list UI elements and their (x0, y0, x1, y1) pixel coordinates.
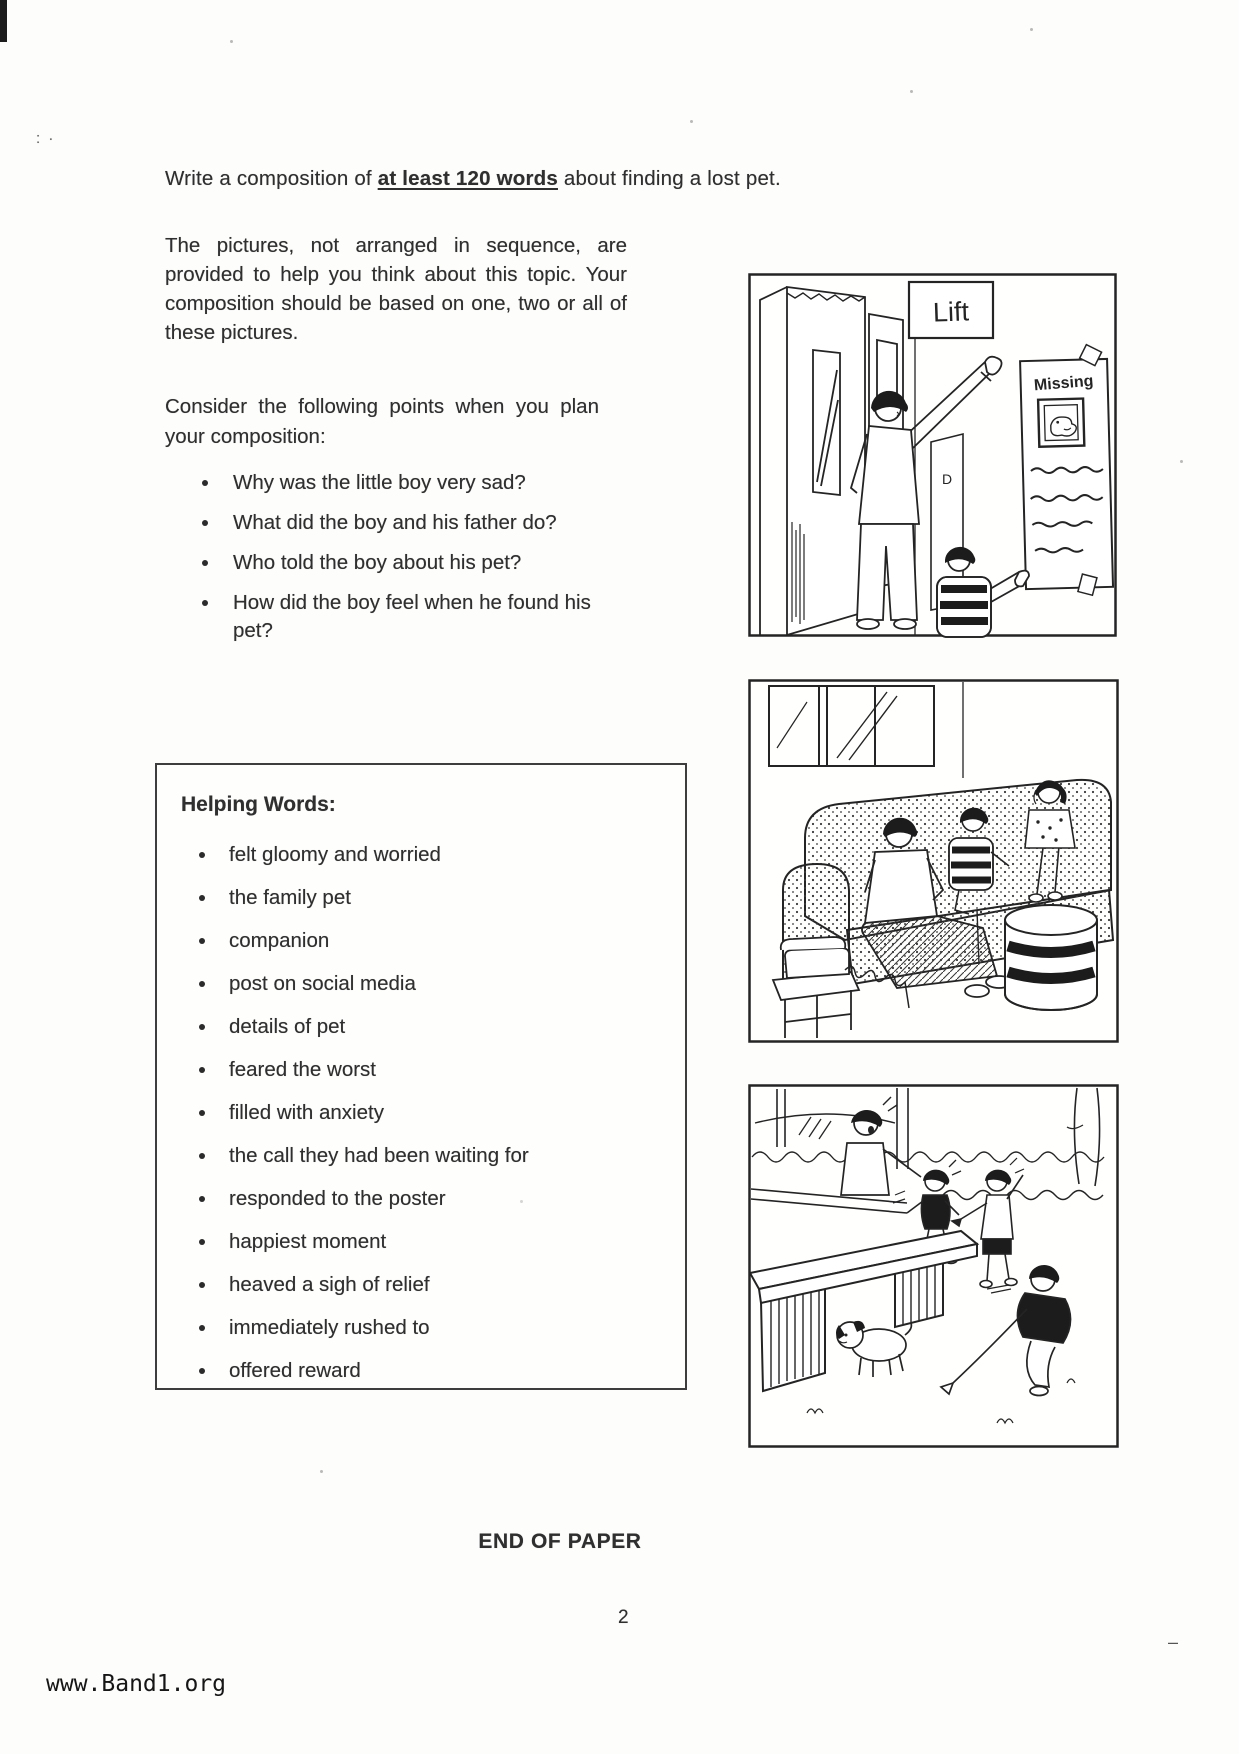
question-item: Who told the boy about his pet? (233, 549, 625, 577)
helping-words-box (155, 763, 687, 1390)
scan-stray-dash: – (1168, 1632, 1179, 1652)
scan-speck (1180, 460, 1183, 463)
prompt-word-count-requirement: at least 120 words (377, 167, 558, 190)
helping-word-item: the call they had been waiting for (229, 1142, 685, 1170)
missing-poster-title: Missing (1033, 372, 1095, 395)
helping-word-item: feared the worst (229, 1056, 685, 1084)
pictures-instruction-paragraph: The pictures, not arranged in sequence, are provided to help you think about this topic. Your composition should be based on one, two or all of these pictures. (165, 234, 627, 344)
helping-word-item: immediately rushed to (229, 1314, 685, 1342)
helping-word-item: responded to the poster (229, 1185, 685, 1213)
helping-words-title: Helping Words: (181, 793, 336, 816)
helping-word-item: offered reward (229, 1357, 685, 1385)
end-of-paper-label: END OF PAPER (478, 1530, 642, 1553)
door-label-text: D (941, 471, 953, 487)
helping-word-item: post on social media (229, 970, 685, 998)
park-bench-drawing (747, 1083, 1120, 1450)
scan-speck (690, 120, 693, 123)
lift-sign-text: Lift (932, 296, 970, 328)
helping-word-item: companion (229, 927, 685, 955)
page-number: 2 (618, 1607, 629, 1628)
helping-word-item: the family pet (229, 884, 685, 912)
consider-points-paragraph: Consider the following points when you plan your composition: (165, 395, 599, 448)
question-item: How did the boy feel when he found his pet? (233, 589, 625, 645)
illustration-panel-park-bench (747, 1083, 1120, 1450)
scan-speck (230, 40, 233, 43)
family-sofa-drawing (747, 678, 1120, 1045)
scan-speck (910, 90, 913, 93)
helping-word-item: felt gloomy and worried (229, 841, 685, 869)
scan-speck (1030, 28, 1033, 31)
composition-prompt (165, 167, 781, 191)
scan-speck (320, 1470, 323, 1473)
website-watermark: www.Band1.org (46, 1671, 227, 1697)
helping-word-item: filled with anxiety (229, 1099, 685, 1127)
scan-stray-mark: : · (36, 130, 56, 147)
helping-word-item: happiest moment (229, 1228, 685, 1256)
scan-corner-mark (0, 0, 7, 42)
question-item: What did the boy and his father do? (233, 509, 625, 537)
helping-word-item: details of pet (229, 1013, 685, 1041)
missing-poster (1020, 344, 1114, 597)
illustration-panel-family-sofa (747, 678, 1120, 1045)
planning-questions-list (233, 469, 625, 657)
helping-word-item: heaved a sigh of relief (229, 1271, 685, 1299)
illustration-panel-lift-poster (747, 272, 1118, 639)
prompt-prefix: Write a composition of (165, 167, 378, 190)
question-item: Why was the little boy very sad? (233, 469, 625, 497)
helping-words-list (157, 841, 685, 1385)
round-banded-table (1005, 905, 1097, 1010)
prompt-suffix: about finding a lost pet. (557, 167, 781, 190)
lift-poster-drawing (747, 272, 1118, 639)
